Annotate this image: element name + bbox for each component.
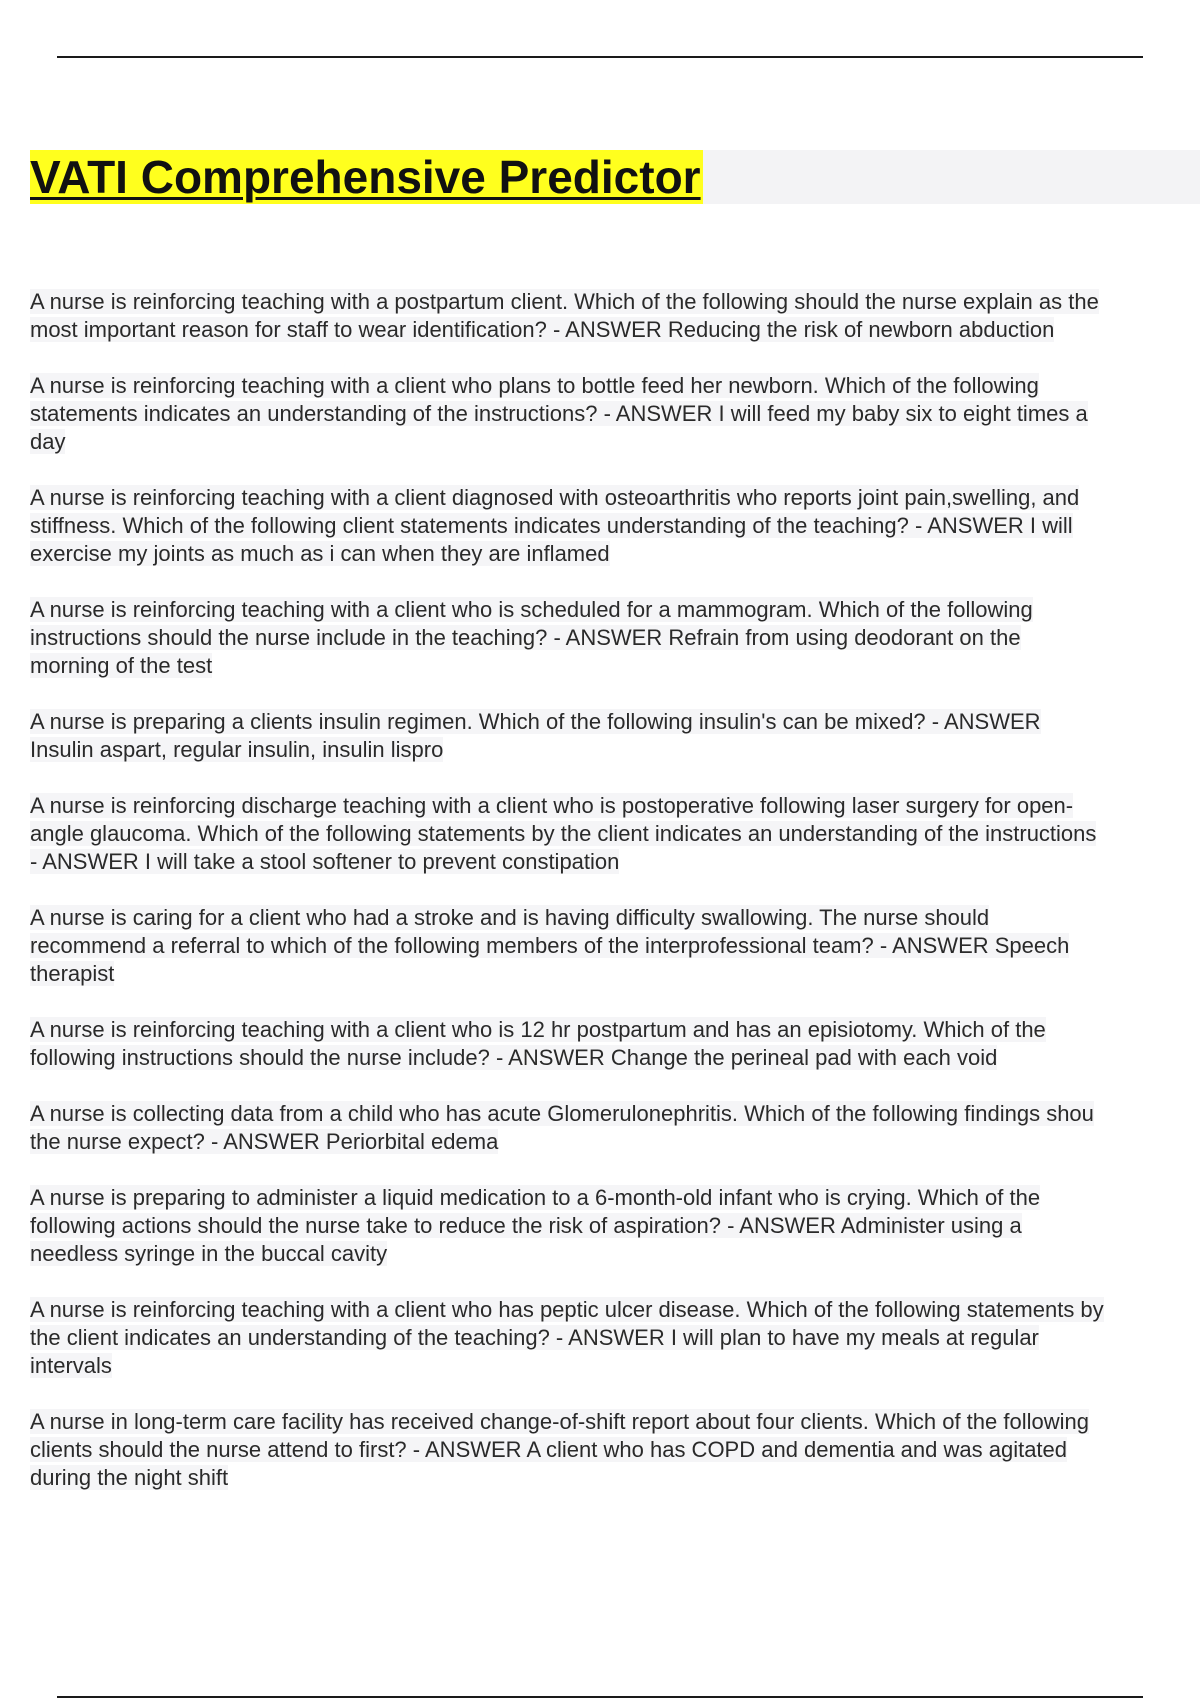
qa-text: A nurse is reinforcing teaching with a client who has peptic ulcer disease. Which of the following statements by the client indicates an understanding of the teaching? - ANSWER I will plan to have my meals at regular intervals bbox=[30, 1297, 1104, 1378]
qa-text: A nurse is reinforcing teaching with a client who is 12 hr postpartum and has an episiotomy. Which of the following instructions should the nurse include? - ANSWER Change the perineal pad with each void bbox=[30, 1017, 1046, 1070]
qa-text: A nurse is reinforcing teaching with a client who plans to bottle feed her newborn. Which of the following statements indicates an understanding of the instructions? - ANSWER I will feed my baby six to eight times a day bbox=[30, 373, 1088, 454]
qa-item-9 bbox=[30, 1100, 1200, 1156]
qa-item-12 bbox=[30, 1408, 1200, 1492]
qa-item-6 bbox=[30, 792, 1200, 876]
qa-item-11 bbox=[30, 1296, 1200, 1380]
qa-item-3 bbox=[30, 484, 1200, 568]
top-divider bbox=[57, 56, 1143, 58]
qa-item-5 bbox=[30, 708, 1200, 764]
qa-text: A nurse is preparing to administer a liquid medication to a 6-month-old infant who is crying. Which of the following actions should the nurse take to reduce the risk of aspiration? - ANSWER Administer using a needless syringe in the buccal cavity bbox=[30, 1185, 1041, 1266]
qa-item-1 bbox=[30, 288, 1200, 344]
qa-item-7 bbox=[30, 904, 1200, 988]
qa-item-10 bbox=[30, 1184, 1200, 1268]
bottom-divider bbox=[57, 1696, 1143, 1698]
qa-item-4 bbox=[30, 596, 1200, 680]
question-answer-list bbox=[30, 288, 1200, 1520]
qa-text: A nurse is reinforcing discharge teaching with a client who is postoperative following laser surgery for open- angle glaucoma. Which of the following statements by the client indicates an understanding of the instructions - ANSWER I will take a stool softener to prevent constipation bbox=[30, 793, 1097, 874]
qa-text: A nurse is collecting data from a child who has acute Glomerulonephritis. Which of the following findings shou the nurse expect? - ANSWER Periorbital edema bbox=[30, 1101, 1094, 1154]
qa-text: A nurse is preparing a clients insulin regimen. Which of the following insulin's can be mixed? - ANSWER Insulin aspart, regular insulin, insulin lispro bbox=[30, 709, 1041, 762]
qa-text: A nurse is reinforcing teaching with a client diagnosed with osteoarthritis who reports joint pain,swelling, and stiffness. Which of the following client statements indicates understanding of the teaching? - ANSWER I will exercise my joints as much as i can when they are inflamed bbox=[30, 485, 1080, 566]
qa-text: A nurse is caring for a client who had a stroke and is having difficulty swallowing. The nurse should recommend a referral to which of the following members of the interprofessional team? - ANSWER Speech therapist bbox=[30, 905, 1070, 986]
qa-item-2 bbox=[30, 372, 1200, 456]
qa-text: A nurse is reinforcing teaching with a client who is scheduled for a mammogram. Which of the following instructions should the nurse include in the teaching? - ANSWER Refrain from using deodorant on the morning of the test bbox=[30, 597, 1033, 678]
document-title: VATI Comprehensive Predictor bbox=[30, 151, 701, 203]
qa-text: A nurse in long-term care facility has received change-of-shift report about four clients. Which of the following clients should the nurse attend to first? - ANSWER A client who has COPD and dementia and was agitated during the night shift bbox=[30, 1409, 1089, 1490]
qa-text: A nurse is reinforcing teaching with a postpartum client. Which of the following should the nurse explain as the most important reason for staff to wear identification? - ANSWER Reducing the risk of newborn abduction bbox=[30, 289, 1099, 342]
qa-item-8 bbox=[30, 1016, 1200, 1072]
